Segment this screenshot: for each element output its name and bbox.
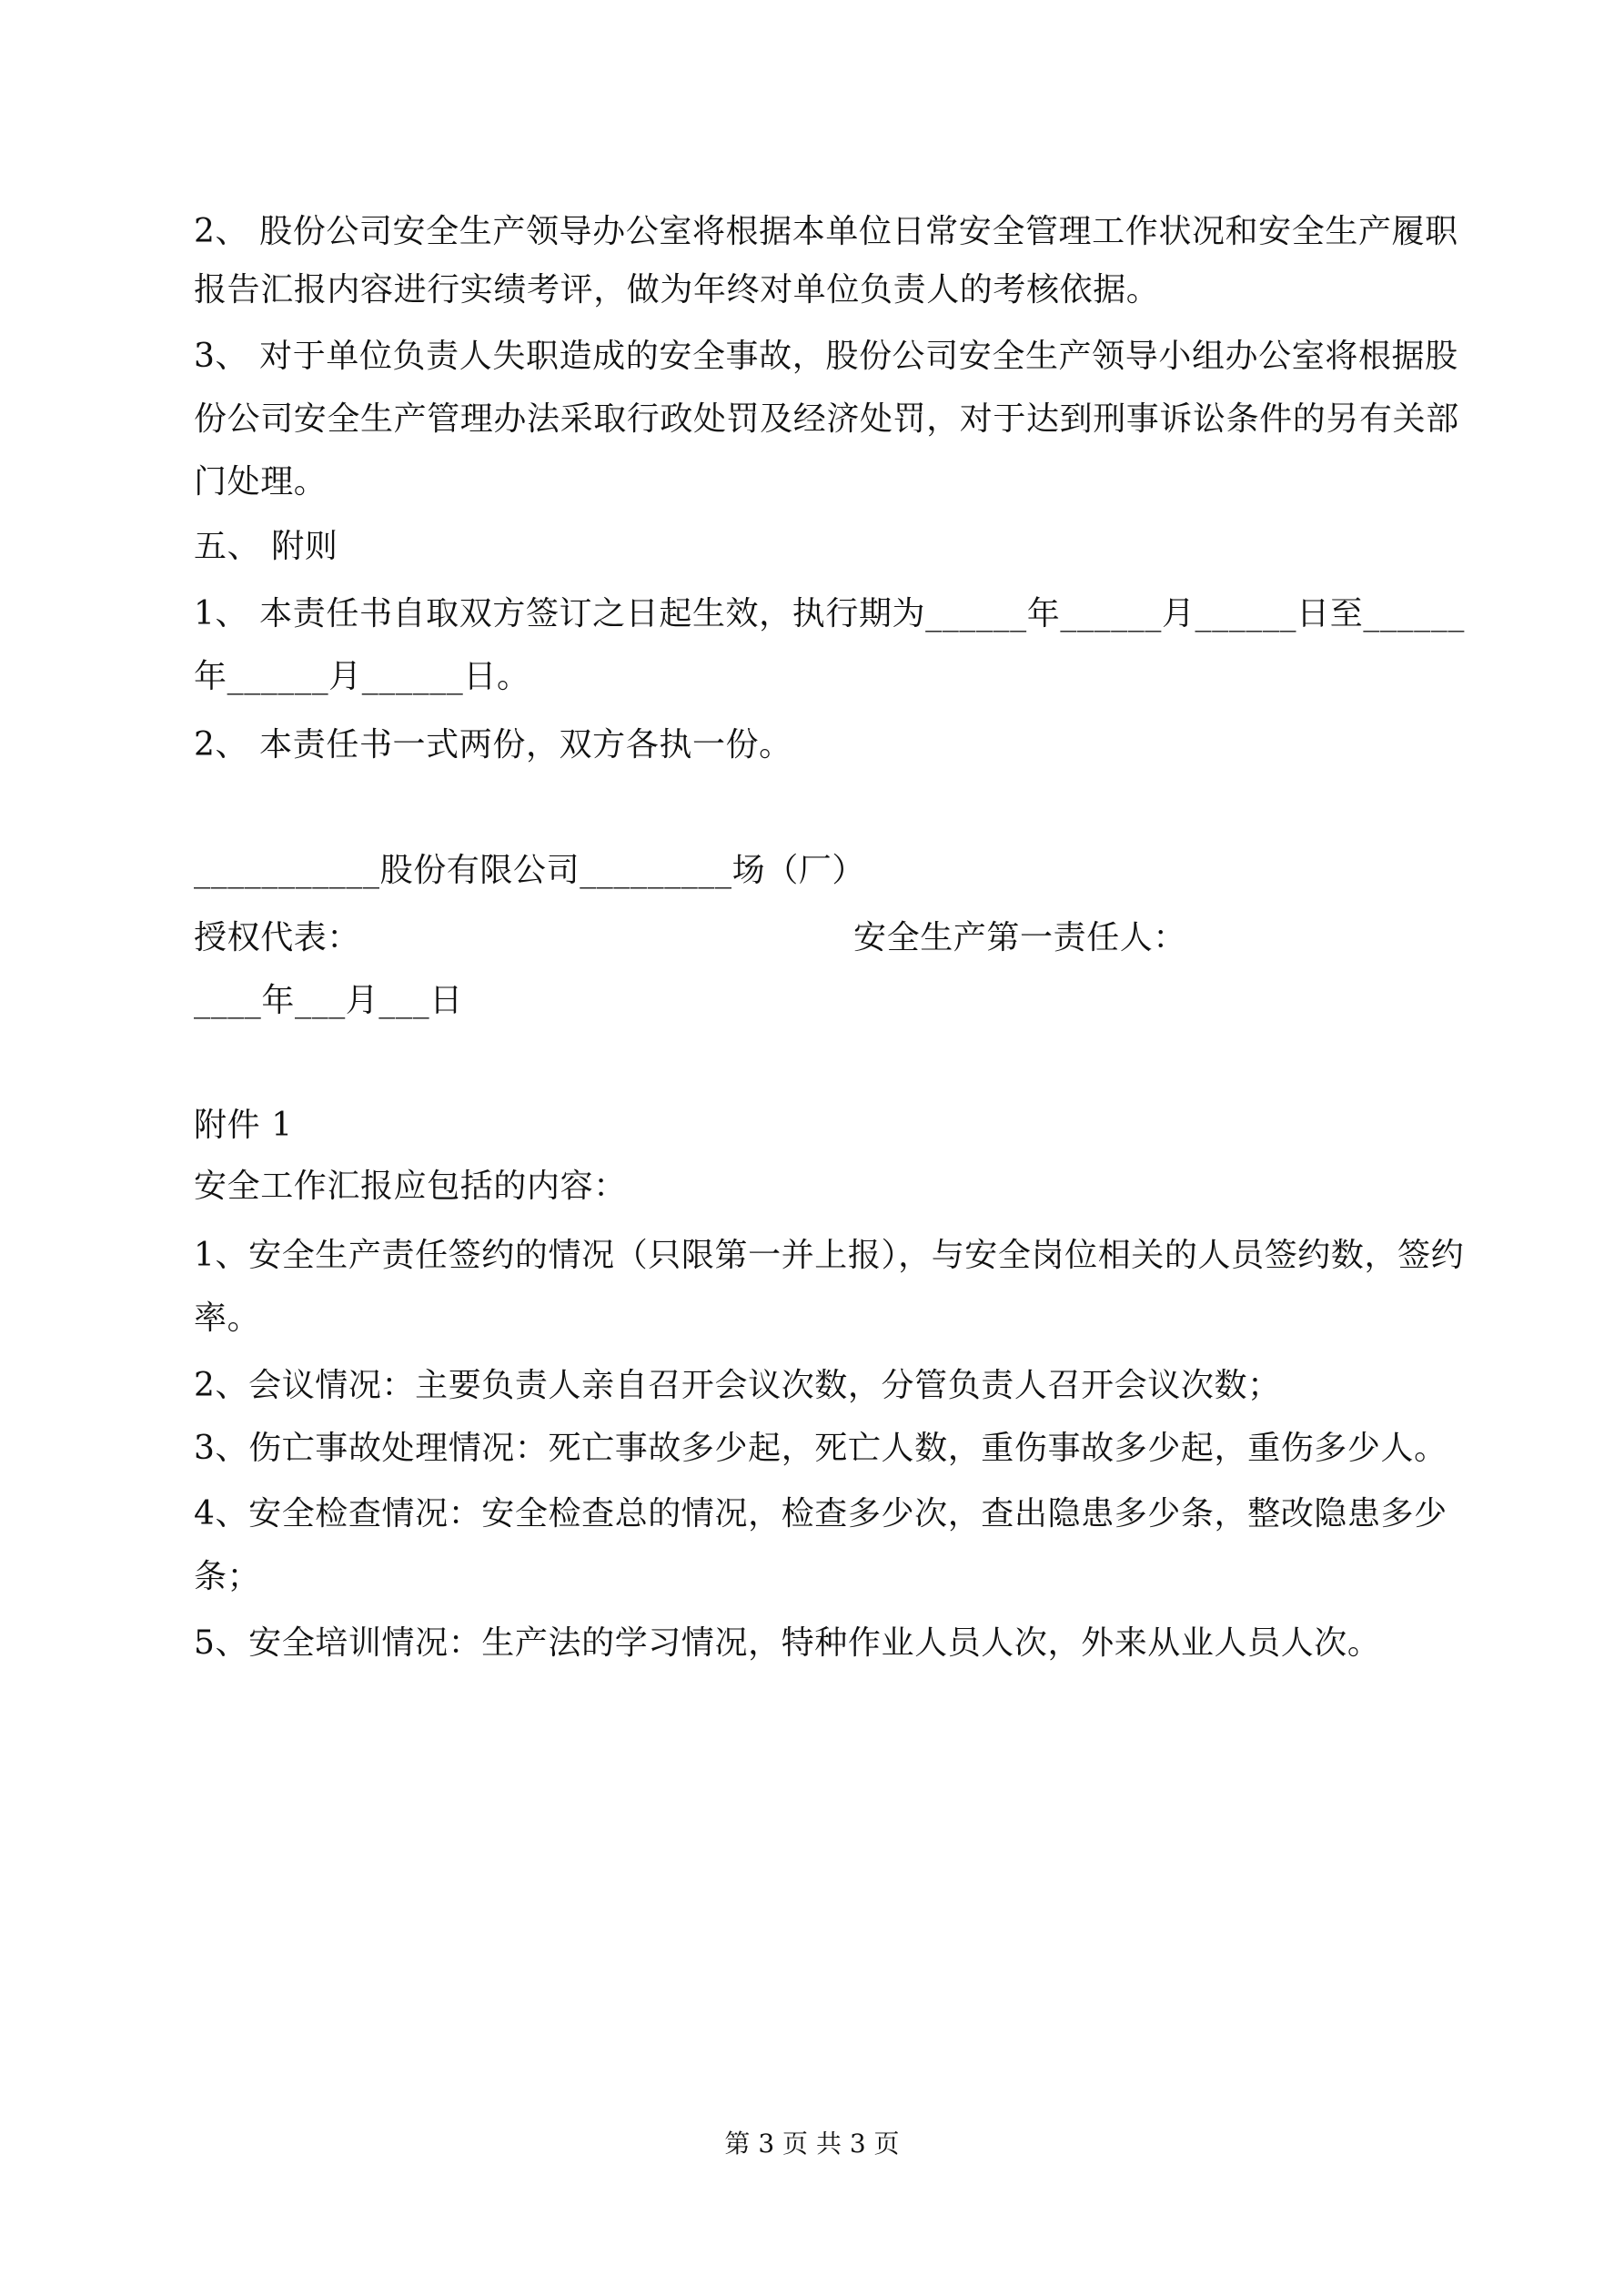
appendix-item-2: 2、会议情况：主要负责人亲自召开会议次数，分管负责人召开会议次数； [194,1367,1281,1404]
appendix-title: 附件 1 [194,1107,293,1144]
responsibility-item-3-line-1: 3、 对于单位负责人失职造成的安全事故，股份公司安全生产领导小组办公室将根据股 [194,338,1458,375]
page-footer: 第 3 页 共 3 页 [724,2129,900,2159]
appendix-item-1-line-2: 率。 [194,1300,261,1337]
signature-company-line: ___________股份有限公司_________场（厂） [194,852,865,889]
responsibility-item-3-line-2: 份公司安全生产管理办法采取行政处罚及经济处罚，对于达到刑事诉讼条件的另有关部 [194,400,1459,438]
supplementary-item-2: 2、 本责任书一式两份，双方各执一份。 [194,726,792,764]
responsibility-item-2-line-1: 2、 股份公司安全生产领导办公室将根据本单位日常安全管理工作状况和安全生产履职 [194,213,1458,250]
section-heading-supplementary: 五、 附则 [194,528,338,565]
supplementary-item-1-line-1: 1、 本责任书自取双方签订之日起生效，执行期为______年______月______日至______ [194,595,1465,632]
signature-first-responsible: 安全生产第一责任人： [853,919,1187,956]
appendix-item-5: 5、安全培训情况：生产法的学习情况，特种作业人员人次，外来从业人员人次。 [194,1624,1381,1662]
supplementary-item-1-line-2: 年______月______日。 [194,658,530,695]
signature-authorized-rep: 授权代表： [194,919,361,956]
responsibility-item-2-line-2: 报告汇报内容进行实绩考评，做为年终对单位负责人的考核依据。 [194,271,1160,308]
appendix-item-1-line-1: 1、安全生产责任签约的情况（只限第一并上报），与安全岗位相关的人员签约数，签约 [194,1237,1465,1274]
appendix-item-4-line-2: 条； [194,1558,261,1595]
appendix-item-4-line-1: 4、安全检查情况：安全检查总的情况，检查多少次，查出隐患多少条，整改隐患多少 [194,1495,1447,1532]
responsibility-item-3-line-3: 门处理。 [194,463,328,501]
signature-date-line: ____年___月___日 [194,982,463,1019]
appendix-item-3: 3、伤亡事故处理情况：死亡事故多少起，死亡人数，重伤事故多少起，重伤多少人。 [194,1430,1447,1467]
appendix-intro: 安全工作汇报应包括的内容： [194,1168,627,1205]
